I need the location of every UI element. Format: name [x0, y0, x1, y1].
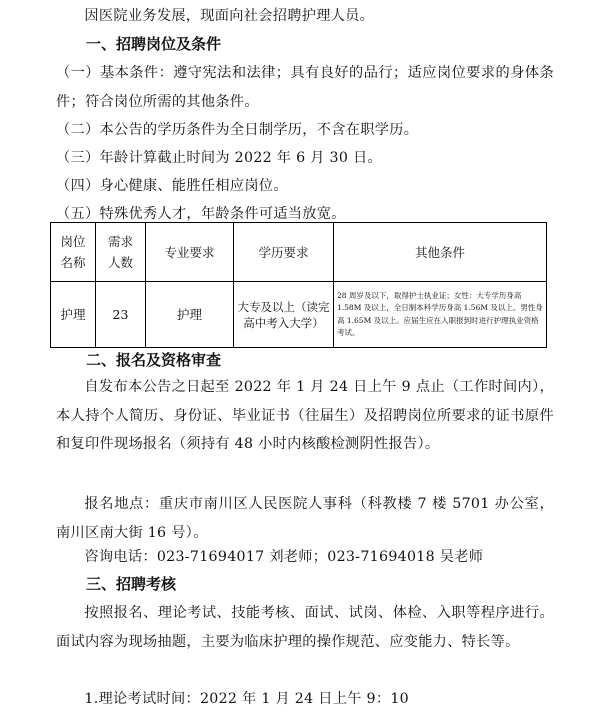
contact-phone: 咨询电话：023-71694017 刘老师；023-71694018 吴老师 [84, 549, 484, 565]
cell-count: 23 [96, 282, 146, 348]
registration-paragraph: 自发布本公告之日起至 2022 年 1 月 24 日上午 9 点止（工作时间内），本人持个人简历、身份证、毕业证书（往届生）及招聘岗位所要求的证书原件和复印件现场报名（须持有 48 小时内核酸检测阴性报告）。 [56, 379, 554, 452]
condition-education: （二）本公告的学历条件为全日制学历，不含在职学历。 [56, 122, 419, 138]
assessment-paragraph: 按照报名、理论考试、技能考核、面试、试岗、体检、入职等程序进行。面试内容为现场抽题，主要为临床护理的操作规范、应变能力、特长等。 [56, 605, 554, 650]
intro-paragraph: 因医院业务发展，现面向社会招聘护理人员。 [84, 8, 375, 24]
header-count: 需求 人数 [96, 223, 146, 282]
header-major: 专业要求 [146, 223, 234, 282]
cell-major: 护理 [146, 282, 234, 348]
section1-heading: 一、招聘岗位及条件 [86, 35, 222, 53]
section2-heading: 二、报名及资格审查 [86, 351, 222, 369]
exam-time: 1.理论考试时间：2022 年 1 月 24 日上午 9：10 [84, 691, 409, 707]
section3-heading: 三、招聘考核 [86, 575, 177, 593]
condition-health: （四）身心健康、能胜任相应岗位。 [56, 178, 288, 194]
header-other: 其他条件 [334, 223, 547, 282]
cell-education: 大专及以上（读完高中考入大学） [234, 282, 334, 348]
header-post-name: 岗位 名称 [51, 223, 96, 282]
registration-location: 报名地点：重庆市南川区人民医院人事科（科教楼 7 楼 5701 办公室，南川区南大街 16 号）。 [56, 496, 554, 541]
condition-talent: （五）特殊优秀人才，年龄条件可适当放宽。 [56, 206, 346, 222]
table-header-row [51, 223, 547, 282]
cell-other: 28 周岁及以下，取得护士执业证；女性：大专学历身高 1.58M 及以上，全日制本科学历身高 1.56M 及以上。男性身高 1.65M 及以上。应届生应在入职报到时进行护理执业资格考试。 [334, 282, 547, 348]
position-table [50, 222, 547, 348]
table-row [51, 282, 547, 348]
cell-post: 护理 [51, 282, 96, 348]
condition-basic: （一）基本条件：遵守宪法和法律；具有良好的品行；适应岗位要求的身体条件；符合岗位所需的其他条件。 [56, 65, 554, 110]
condition-age: （三）年龄计算截止时间为 2022 年 6 月 30 日。 [56, 150, 382, 166]
header-education: 学历要求 [234, 223, 334, 282]
